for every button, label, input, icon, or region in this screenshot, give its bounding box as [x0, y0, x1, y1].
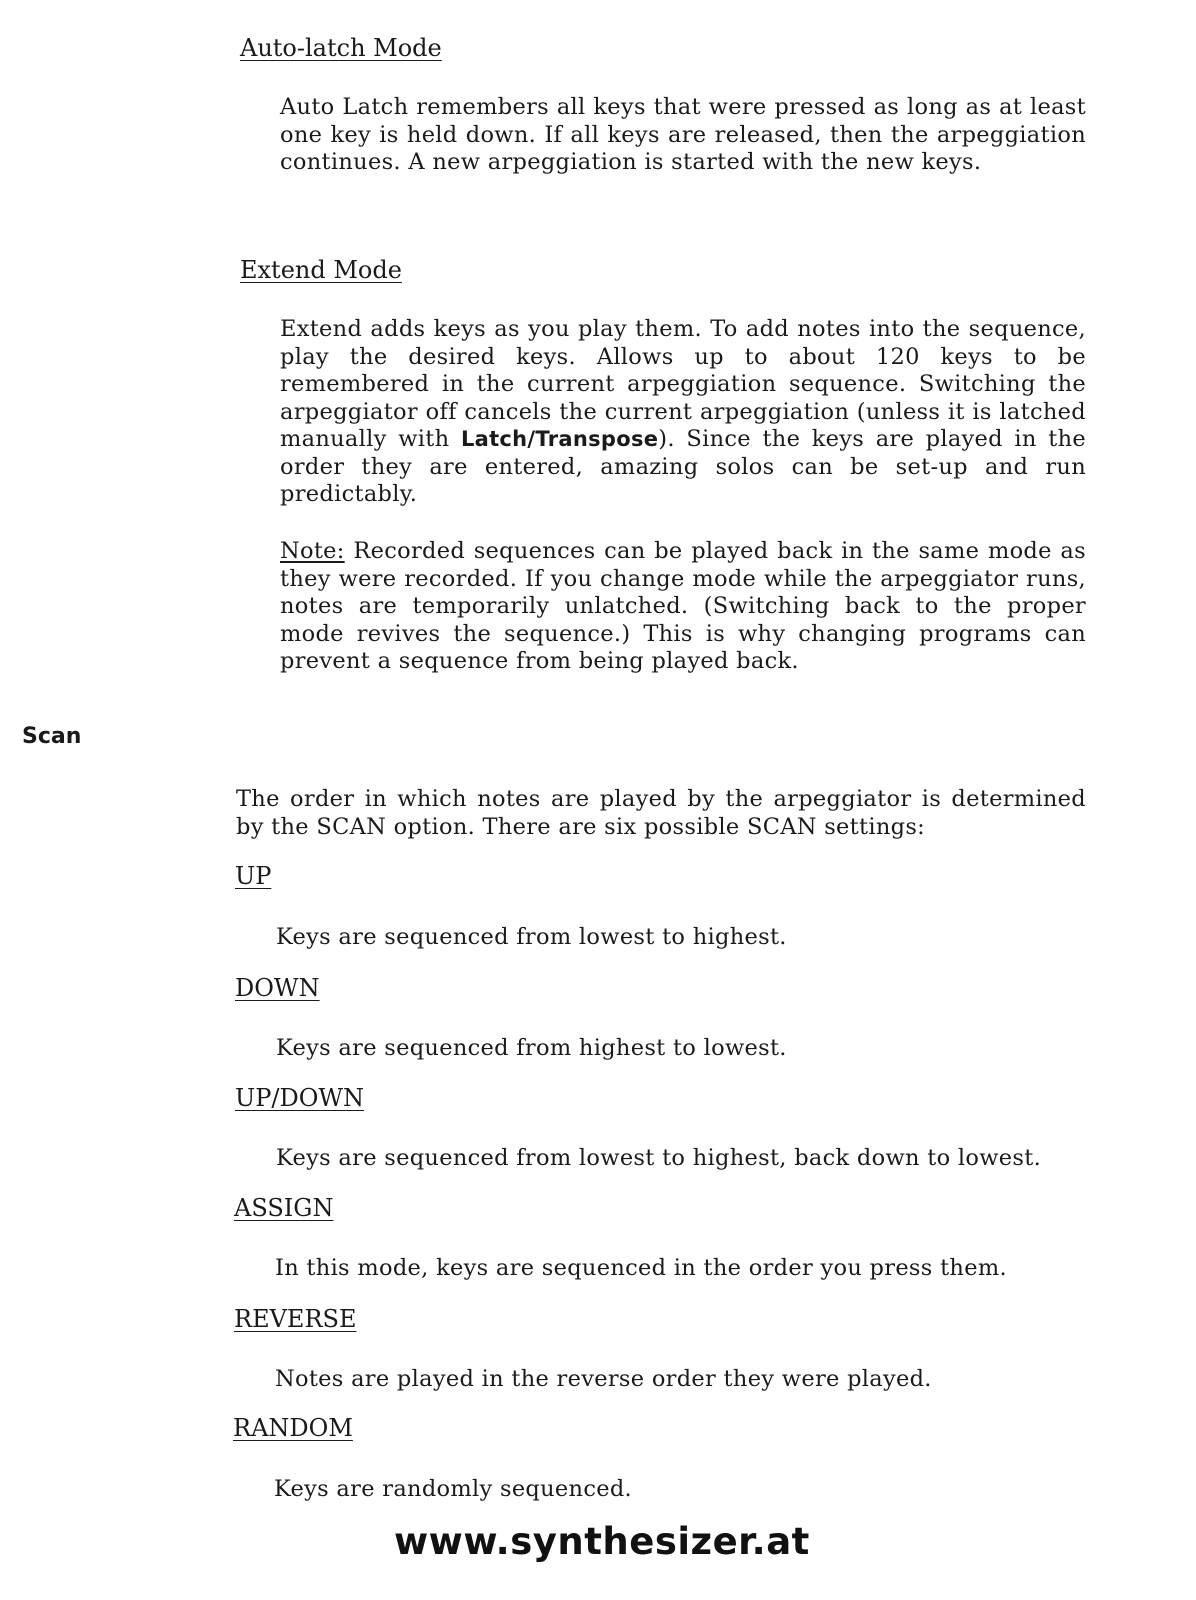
footer-watermark: www.synthesizer.at	[394, 1520, 810, 1563]
extend-heading: Extend Mode	[240, 256, 402, 284]
extend-body	[280, 316, 1086, 509]
note-body: Recorded sequences can be played back in the same mode as they were recorded. If you change mode while the arpeggiator runs, notes are temporarily unlatched. (Switching back to the proper mode revives the sequence.) This is why changing programs can prevent a sequence from being played back.	[280, 538, 1086, 674]
auto-latch-heading: Auto-latch Mode	[240, 34, 442, 62]
note-label: Note:	[280, 538, 345, 564]
scan-setting-assign-description: In this mode, keys are sequenced in the order you press them.	[275, 1255, 1007, 1281]
scan-setting-updown-description: Keys are sequenced from lowest to highest, back down to lowest.	[276, 1145, 1042, 1171]
scan-setting-down-name: DOWN	[235, 974, 320, 1002]
scan-setting-up-description: Keys are sequenced from lowest to highest.	[276, 924, 787, 950]
scan-setting-reverse-name: REVERSE	[234, 1305, 357, 1333]
scan-setting-up-name: UP	[235, 862, 272, 890]
scan-setting-random-name: RANDOM	[233, 1414, 353, 1442]
scan-setting-down-description: Keys are sequenced from highest to lowest.	[276, 1035, 787, 1061]
extend-body-part1: Extend adds keys as you play them. To add notes into the sequence, play the desired keys. Allows up to about 120 keys to be remembered in the current arpeggiation sequence. Switching the arpeggiator off cancels the current arpeggiation (unless it is latched manually with	[280, 316, 1086, 452]
scan-section-title: Scan	[22, 724, 82, 749]
auto-latch-body: Auto Latch remembers all keys that were pressed as long as at least one key is held down. If all keys are released, then the arpeggiation continues. A new arpeggiation is started with the new keys.	[280, 94, 1086, 175]
extend-body-part2: ). Since the keys are played in the order they are entered, amazing solos can be set-up and run predictably.	[280, 426, 1086, 507]
latch-transpose-label: Latch/Transpose	[460, 427, 659, 451]
scan-setting-updown-name: UP/DOWN	[235, 1084, 365, 1112]
scan-setting-random-description: Keys are randomly sequenced.	[274, 1476, 633, 1502]
scan-setting-reverse-description: Notes are played in the reverse order they were played.	[275, 1366, 932, 1392]
scan-intro: The order in which notes are played by the arpeggiator is determined by the SCAN option. There are six possible SCAN settings:	[236, 786, 1086, 840]
extend-note	[280, 538, 1086, 676]
scan-setting-assign-name: ASSIGN	[234, 1194, 334, 1222]
